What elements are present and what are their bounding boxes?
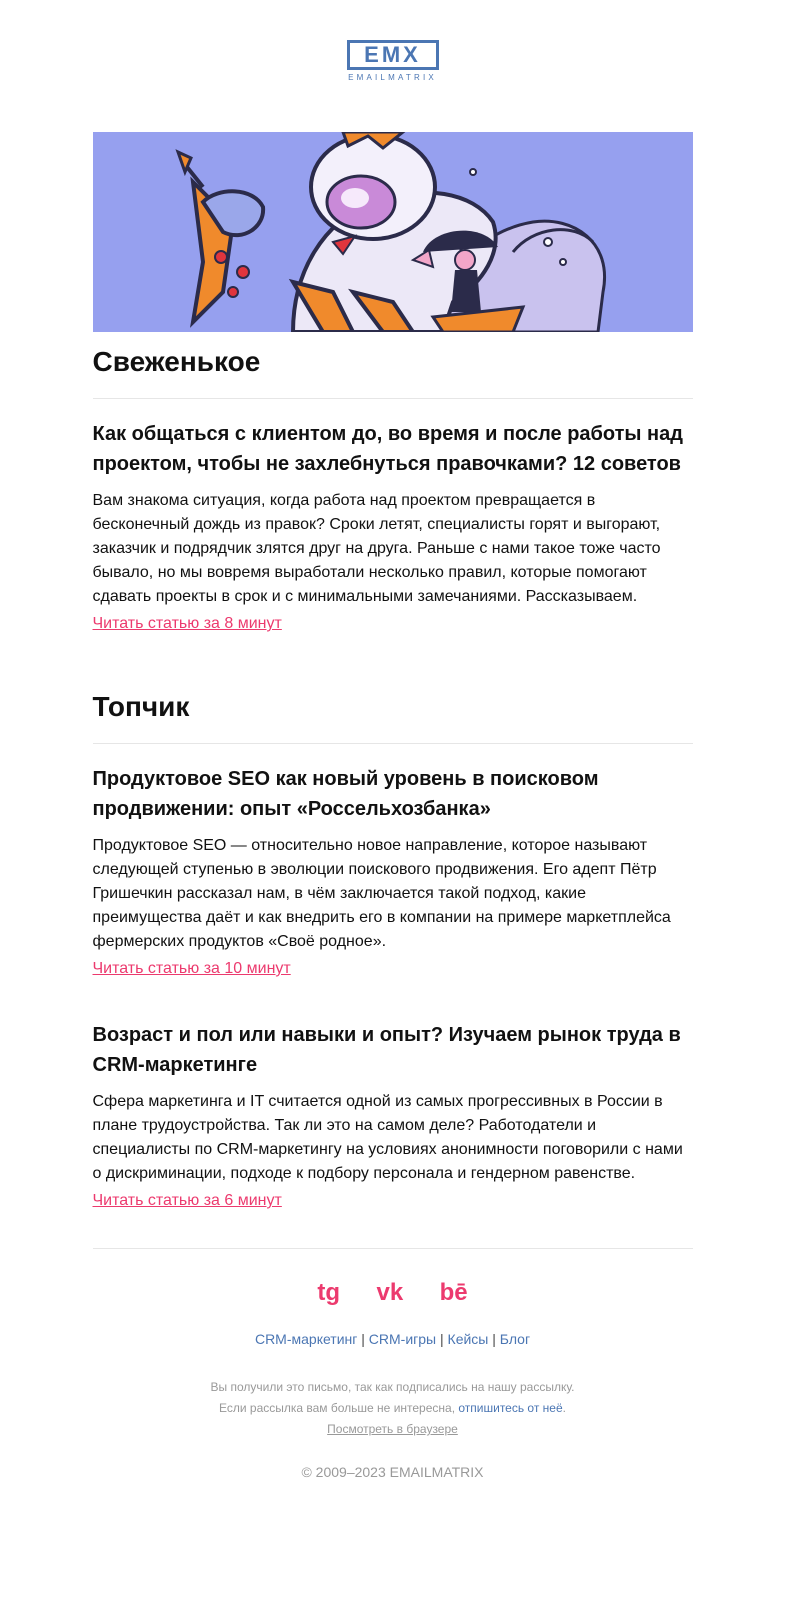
- logo-name: EMAILMATRIX: [348, 73, 437, 82]
- footer-divider: [93, 1248, 693, 1249]
- hero-illustration: [93, 132, 693, 332]
- footer-link-blog[interactable]: Блог: [499, 1331, 531, 1347]
- behance-link[interactable]: bē: [439, 1279, 468, 1306]
- view-in-browser-link[interactable]: Посмотреть в браузере: [327, 1422, 458, 1436]
- article-card: [93, 764, 693, 978]
- section-fresh: [93, 346, 693, 633]
- unsubscribe-note: [93, 1398, 693, 1419]
- social-links: [93, 1279, 693, 1307]
- unsubscribe-note-end: .: [562, 1401, 566, 1415]
- footer-link-crm-games[interactable]: CRM-игры: [368, 1331, 437, 1347]
- footer-separator: |: [440, 1331, 444, 1347]
- unsubscribe-note-text: Если рассылка вам больше не интересна,: [218, 1401, 459, 1415]
- article-title[interactable]: Возраст и пол или навыки и опыт? Изучаем рынок труда в CRM-маркетинге: [92, 1024, 681, 1076]
- hero-illustration-art: [93, 132, 693, 332]
- email-body: [93, 0, 693, 1480]
- article-summary: Вам знакома ситуация, когда работа над проектом превращается в бесконечный дождь из правок? Сроки летят, специалисты горят и выгорают, заказчик и подрядчик злятся друг на друга. Раньше с нами такое тоже часто бывало, но мы вовремя выработали несколько правил, которые помогают сдавать проекты в срок и с минимальными замечаниями. Рассказываем.: [92, 492, 661, 605]
- article-summary: Сфера маркетинга и IT считается одной из самых прогрессивных в России в плане трудоустройства. Так ли это на самом деле? Работодатели и специалисты по CRM-маркетингу на условиях анонимности поговорили с нами о дискриминации, подходе к подбору персонала и гендерном равенстве.: [92, 1093, 683, 1182]
- footer-link-cases[interactable]: Кейсы: [447, 1331, 489, 1347]
- footer-link-crm-marketing[interactable]: CRM-маркетинг: [254, 1331, 358, 1347]
- unsubscribe-link[interactable]: отпишитесь от неё: [458, 1401, 563, 1415]
- vk-link[interactable]: vk: [376, 1279, 404, 1306]
- footer-separator: |: [361, 1331, 365, 1347]
- subscription-note: Вы получили это письмо, так как подписались на нашу рассылку.: [210, 1380, 575, 1394]
- article-title[interactable]: Продуктовое SEO как новый уровень в поисковом продвижении: опыт «Россельхозбанка»: [92, 768, 599, 820]
- article-card: [93, 1020, 693, 1210]
- footer-notice: [93, 1377, 693, 1440]
- divider: [93, 743, 693, 744]
- read-article-link[interactable]: Читать статью за 6 минут: [92, 1192, 282, 1209]
- header-logo[interactable]: [93, 0, 693, 132]
- copyright: © 2009–2023 EMAILMATRIX: [301, 1464, 484, 1480]
- article-summary: Продуктовое SEO — относительно новое направление, которое называют следующей ступенью в эволюции поискового продвижения. Его адепт Пётр Гришечкин рассказал нам, в чём заключается такой подход, какие преимущества даёт и как внедрить его в компании на примере маркетплейса фермерских продуктов «Своё родное».: [92, 837, 671, 950]
- article-card: [93, 419, 693, 633]
- section-top: [93, 691, 693, 1210]
- footer-separator: |: [492, 1331, 496, 1347]
- footer-nav: [93, 1331, 693, 1347]
- section-heading: Топчик: [92, 691, 190, 722]
- section-heading: Свеженькое: [92, 346, 261, 377]
- telegram-link[interactable]: tg: [317, 1279, 341, 1306]
- read-article-link[interactable]: Читать статью за 10 минут: [92, 960, 291, 977]
- divider: [93, 398, 693, 399]
- logo-mark: EMX: [347, 40, 439, 70]
- article-title[interactable]: Как общаться с клиентом до, во время и после работы над проектом, чтобы не захлебнуться правочками? 12 советов: [92, 423, 683, 475]
- read-article-link[interactable]: Читать статью за 8 минут: [92, 615, 282, 632]
